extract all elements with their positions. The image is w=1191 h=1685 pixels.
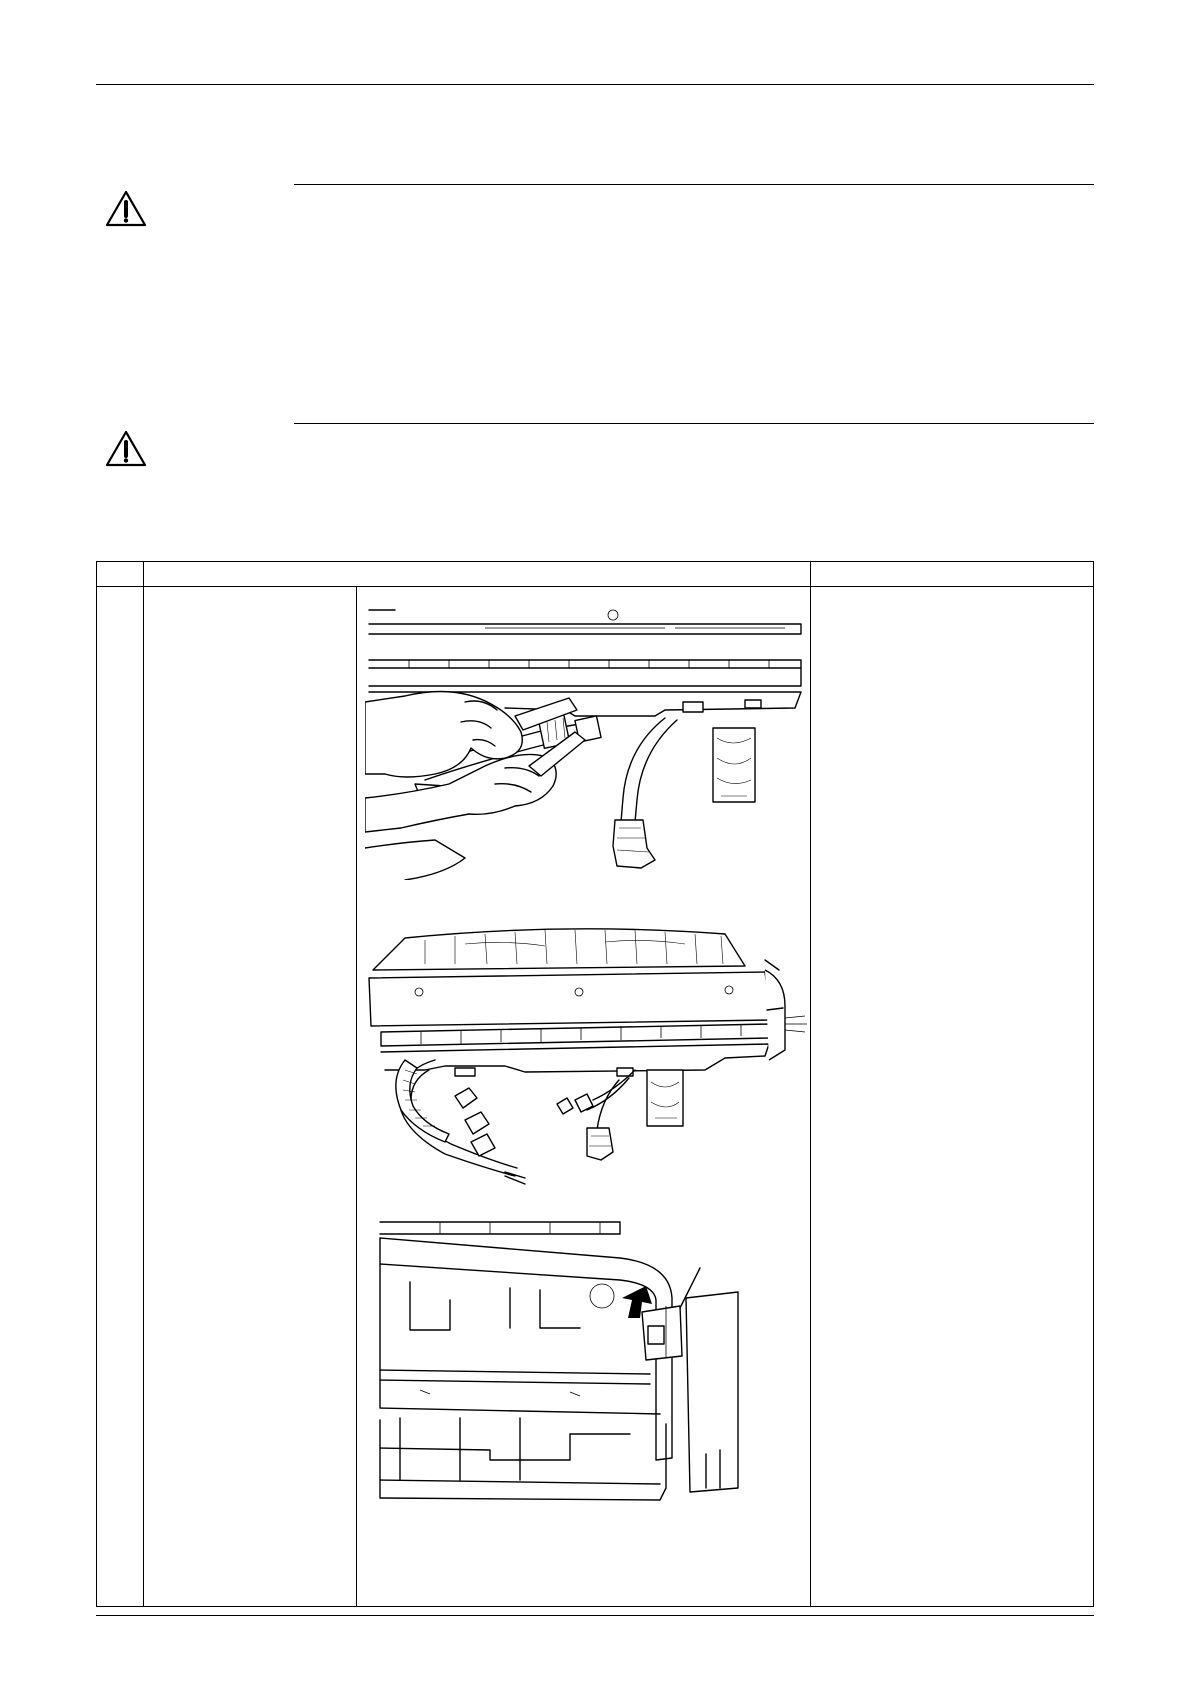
warning-triangle-icon [105,430,147,468]
header-rule [96,84,1094,85]
table-col-divider-figure [356,586,357,1607]
warning-rule-2 [294,423,1094,424]
figure-pipe-side-hook [370,1218,808,1508]
warning-triangle-icon [105,190,147,228]
footer-rule [96,1615,1094,1616]
table-col-divider-step [143,561,144,1607]
table-header-divider [96,586,1094,587]
figure-indoor-unit-piping [365,920,813,1188]
figure-wrench-flare-nut [365,598,805,880]
warning-rule-1 [294,184,1094,185]
